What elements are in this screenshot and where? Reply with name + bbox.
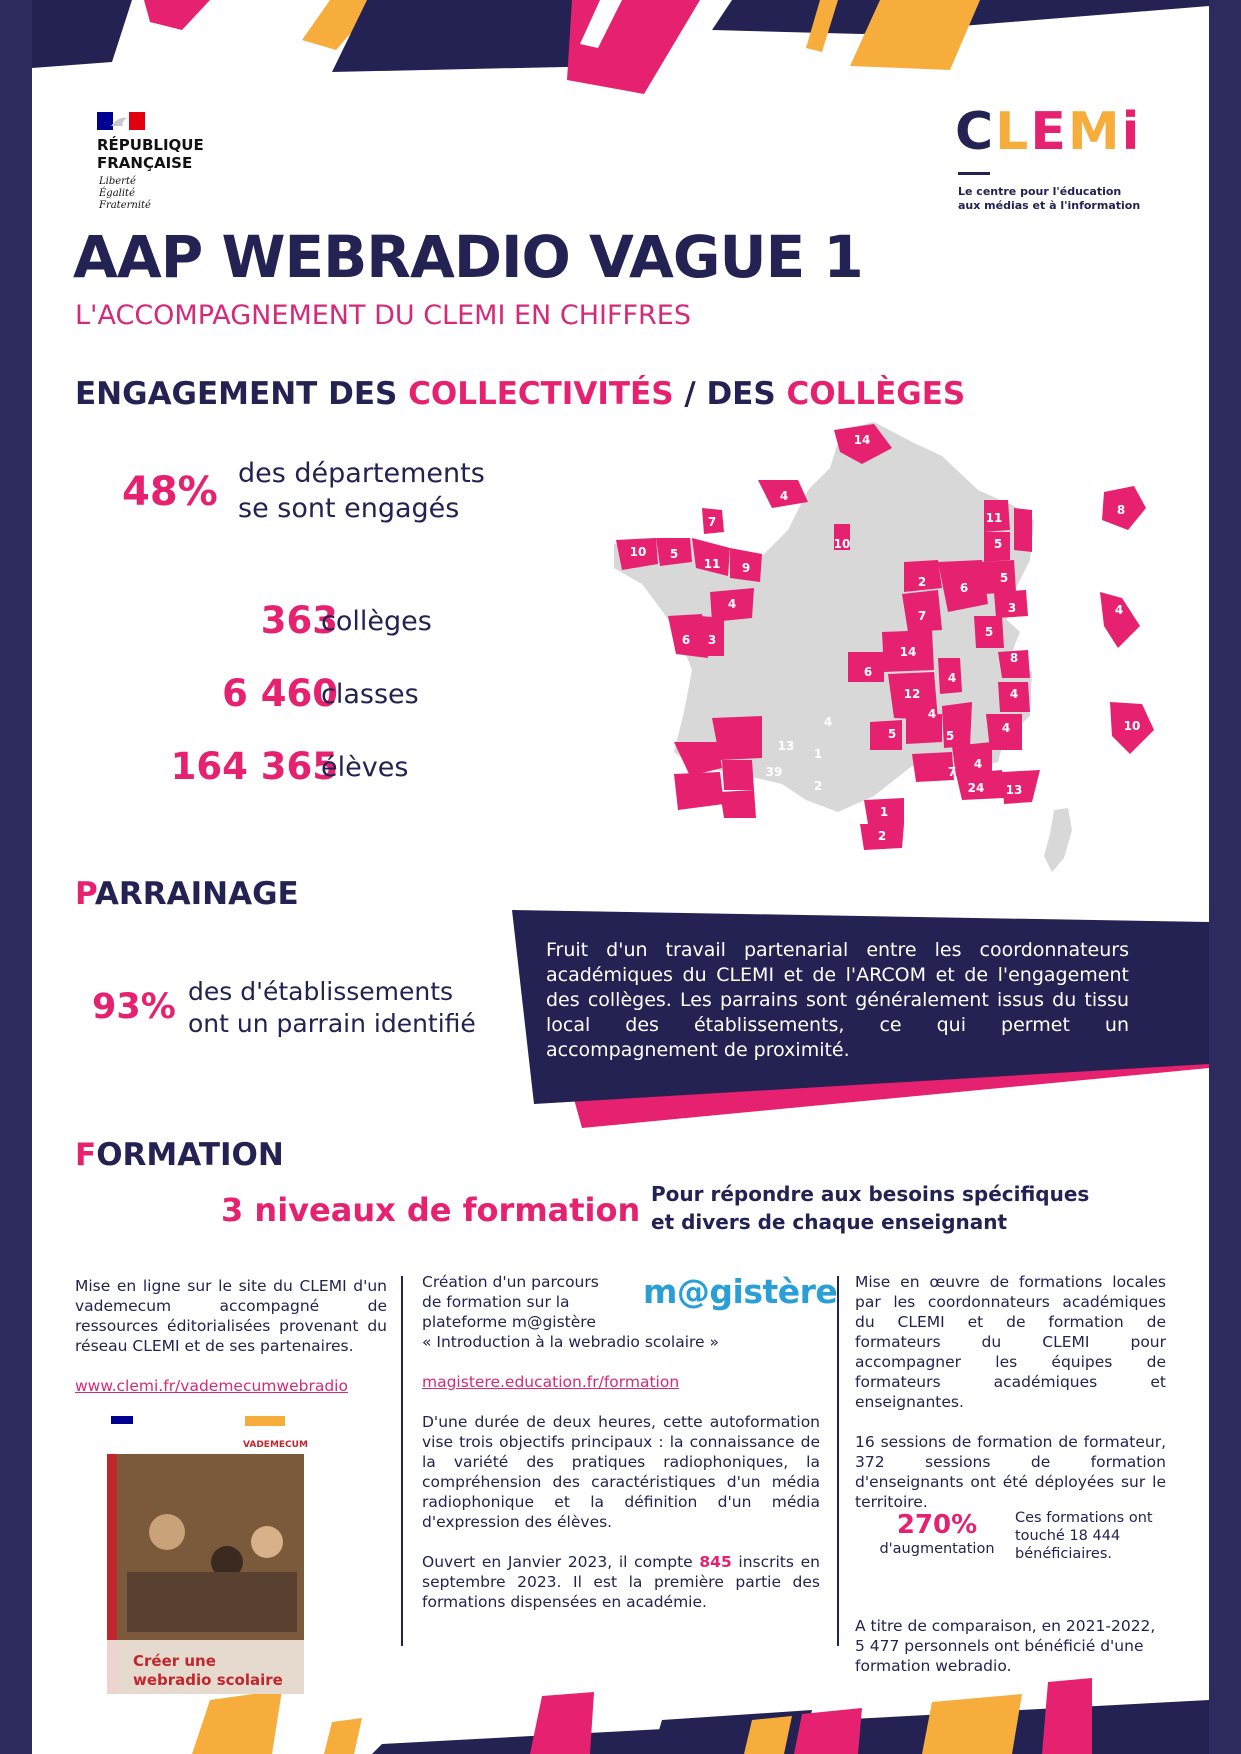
engagement-heading-p1: ENGAGEMENT DES bbox=[75, 376, 409, 412]
col2-p3-a: Ouvert en Janvier 2023, il compte bbox=[422, 1553, 700, 1571]
map-label: 13 bbox=[1005, 783, 1023, 797]
engagement-heading bbox=[75, 376, 965, 412]
map-label: 5 bbox=[887, 727, 897, 741]
rf-motto-1: Liberté bbox=[99, 176, 136, 187]
marianne-flag-icon bbox=[97, 112, 145, 130]
rf-motto-2: Égalité bbox=[99, 188, 135, 199]
rf-line1: RÉPUBLIQUE bbox=[97, 136, 204, 154]
page-subtitle: L'ACCOMPAGNEMENT DU CLEMI EN CHIFFRES bbox=[75, 300, 691, 331]
map-label: 2 bbox=[877, 829, 887, 843]
col2-intro: Création d'un parcours de formation sur la plateforme m@gistère bbox=[422, 1273, 599, 1331]
cover-title bbox=[133, 1652, 283, 1690]
clemi-logo bbox=[955, 104, 1141, 160]
eleves-number: 164 365 bbox=[170, 745, 338, 788]
clemi-letter-l: L bbox=[995, 102, 1031, 162]
classes-label: classes bbox=[321, 679, 419, 710]
parrainage-box-text: Fruit d'un travail partenarial entre les coordonnateurs académiques du CLEMI et de l'ARCOM et de l'engagement des collèges. Les parrains sont généralement issus du tissu local des établissements, ce qui permet un accompagnement de proximité. bbox=[546, 939, 1129, 1061]
map-label: 15 bbox=[1035, 543, 1053, 557]
formation-heading-rest: ORMATION bbox=[96, 1137, 284, 1173]
map-label: 2 bbox=[917, 575, 927, 589]
page-title: AAP WEBRADIO VAGUE 1 bbox=[73, 223, 863, 291]
map-label: 5 bbox=[999, 571, 1009, 585]
map-label: 9 bbox=[741, 561, 751, 575]
map-label: 3 bbox=[707, 633, 717, 647]
map-label: 5 bbox=[945, 729, 955, 743]
column-divider-2 bbox=[837, 1276, 839, 1646]
map-label: 6 bbox=[863, 665, 873, 679]
clemi-letter-e: E bbox=[1030, 102, 1068, 162]
colleges-number: 363 bbox=[260, 599, 338, 642]
classes-number: 6 460 bbox=[222, 672, 338, 715]
map-label: 7 bbox=[917, 609, 927, 623]
dept-percent: 48% bbox=[122, 469, 218, 515]
map-label: 13 bbox=[777, 739, 795, 753]
parrainage-heading-first: P bbox=[75, 876, 95, 912]
map-label: 4 bbox=[927, 707, 937, 721]
dept-label-2: se sont engagés bbox=[238, 493, 460, 524]
clemi-tagline-1: Le centre pour l'éducation bbox=[958, 185, 1122, 198]
map-label: 4 bbox=[1009, 687, 1019, 701]
dept-label-1: des départements bbox=[238, 458, 485, 489]
cover-title-1: Créer une bbox=[133, 1652, 216, 1670]
corsica-shape bbox=[1044, 808, 1072, 872]
map-label: 2 bbox=[813, 779, 823, 793]
niveaux-formation: 3 niveaux de formation bbox=[221, 1191, 641, 1229]
map-label: 10 bbox=[629, 545, 647, 559]
map-label: 7 bbox=[707, 515, 717, 529]
stat-270-desc: Ces formations ont touché 18 444 bénéficiaires. bbox=[1015, 1510, 1153, 1562]
map-label: 4 bbox=[1114, 603, 1124, 617]
clemi-tagline-2: aux médias et à l'information bbox=[958, 199, 1141, 212]
map-label: 10 bbox=[833, 537, 851, 551]
formation-col-1 bbox=[75, 1276, 387, 1416]
map-label: 4 bbox=[973, 757, 983, 771]
stat-270 bbox=[872, 1510, 1002, 1558]
formation-heading-first: F bbox=[75, 1137, 97, 1173]
map-label: 1 bbox=[879, 805, 889, 819]
parrainage-heading-rest: ARRAINAGE bbox=[94, 876, 299, 912]
engagement-heading-p3: / DES bbox=[673, 376, 787, 412]
col3-paragraph-1: Mise en œuvre de formations locales par les coordonnateurs académiques du CLEMI et de formation de formateurs du CLEMI pour accompagner les équipes de formateurs académiques et enseignantes. bbox=[855, 1273, 1166, 1411]
col2-paragraph-2: D'une durée de deux heures, cette autoformation vise trois objectifs principaux : la connaissance de la variété des pratiques radiophoniques, la compréhension des caractéristiques d'un média radiophonique et la définition d'un média d'expression des élèves. bbox=[422, 1413, 820, 1531]
clemi-logo-bar bbox=[958, 172, 990, 175]
col3-paragraph-2: 16 sessions de formation de formateur, 372 sessions de formation d'enseignants ont été déployées sur le territoire. bbox=[855, 1433, 1166, 1511]
parrain-percent: 93% bbox=[92, 987, 176, 1027]
republique-francaise-logo bbox=[97, 136, 204, 172]
map-label: 8 bbox=[1009, 651, 1019, 665]
map-label: 3 bbox=[1007, 601, 1017, 615]
engagement-heading-p2: COLLECTIVITÉS bbox=[408, 376, 674, 412]
col2-p3-b: inscrits en septembre 2023. Il est la première partie des formations dispensées en académie. bbox=[422, 1553, 820, 1611]
map-label: 11 bbox=[703, 557, 721, 571]
map-label: 4 bbox=[727, 597, 737, 611]
parrain-label-1: des d'établissements bbox=[188, 977, 454, 1006]
map-label: 14 bbox=[899, 645, 917, 659]
clemi-letter-m: M bbox=[1067, 102, 1122, 162]
dept-label bbox=[238, 456, 485, 526]
map-label: 5 bbox=[669, 547, 679, 561]
formation-col-2 bbox=[422, 1272, 820, 1632]
magistere-link[interactable]: magistere.education.fr/formation bbox=[422, 1373, 680, 1391]
map-label: 12 bbox=[903, 687, 921, 701]
formation-col-3 bbox=[855, 1272, 1166, 1696]
clemi-tagline bbox=[958, 185, 1140, 213]
france-map bbox=[612, 420, 1172, 890]
map-label: 4 bbox=[779, 489, 789, 503]
besoins-line-2: et divers de chaque enseignant bbox=[651, 1210, 1008, 1234]
magistere-logo: m@gistère bbox=[643, 1272, 838, 1311]
map-label: 14 bbox=[853, 433, 871, 447]
rf-line2: FRANÇAISE bbox=[97, 154, 193, 172]
col2-p3-num: 845 bbox=[699, 1553, 732, 1571]
besoins-line-1: Pour répondre aux besoins spécifiques bbox=[651, 1182, 1090, 1206]
rf-motto-3: Fraternité bbox=[99, 200, 151, 211]
map-label: 4 bbox=[823, 715, 833, 729]
col3-paragraph-3: A titre de comparaison, en 2021-2022, 5 477 personnels ont bénéficié d'une formation webradio. bbox=[855, 1617, 1156, 1675]
map-label: 8 bbox=[1116, 503, 1126, 517]
map-label: 4 bbox=[947, 671, 957, 685]
map-label: 6 bbox=[681, 633, 691, 647]
besoins-text bbox=[651, 1180, 1089, 1236]
parrain-label-2: ont un parrain identifié bbox=[188, 1009, 476, 1038]
stat-270-label: d'augmentation bbox=[879, 1541, 995, 1557]
map-label: 39 bbox=[765, 765, 783, 779]
map-label: 7 bbox=[947, 765, 957, 779]
col1-text: Mise en ligne sur le site du CLEMI d'un vademecum accompagné de ressources éditorialisées provenant du réseau CLEMI et de ses partenaires. bbox=[75, 1277, 387, 1355]
column-divider-1 bbox=[401, 1276, 403, 1646]
map-label: 15 bbox=[1055, 541, 1073, 555]
map-label: 5 bbox=[984, 625, 994, 639]
col2-quote: « Introduction à la webradio scolaire » bbox=[422, 1333, 720, 1351]
map-label: 1 bbox=[813, 747, 823, 761]
map-label: 5 bbox=[993, 537, 1003, 551]
eleves-label: élèves bbox=[321, 752, 409, 783]
engagement-heading-p4: COLLÈGES bbox=[786, 376, 966, 412]
parrainage-heading bbox=[75, 876, 299, 912]
formation-heading bbox=[75, 1137, 284, 1173]
colleges-label: collèges bbox=[321, 606, 432, 637]
rf-motto bbox=[99, 176, 151, 212]
vademecum-cover bbox=[107, 1412, 308, 1694]
map-label: 24 bbox=[967, 781, 985, 795]
map-label: 10 bbox=[1123, 719, 1141, 733]
top-decoration bbox=[32, 0, 1209, 100]
stat-270-number: 270% bbox=[896, 1510, 978, 1540]
parrain-label bbox=[188, 976, 476, 1040]
map-label: 4 bbox=[1001, 721, 1011, 735]
cover-title-2: webradio scolaire bbox=[133, 1671, 283, 1689]
clemi-letter-c: C bbox=[955, 102, 996, 162]
poster-page bbox=[32, 0, 1209, 1754]
clemi-letter-i: i bbox=[1121, 102, 1142, 162]
col2-paragraph-3 bbox=[422, 1552, 820, 1612]
martinique-shape bbox=[1100, 592, 1140, 648]
map-label: 6 bbox=[959, 581, 969, 595]
cover-vademecum-label: VADEMECUM bbox=[243, 1440, 308, 1450]
vademecum-link[interactable]: www.clemi.fr/vademecumwebradio bbox=[75, 1377, 348, 1395]
map-label: 11 bbox=[985, 511, 1003, 525]
